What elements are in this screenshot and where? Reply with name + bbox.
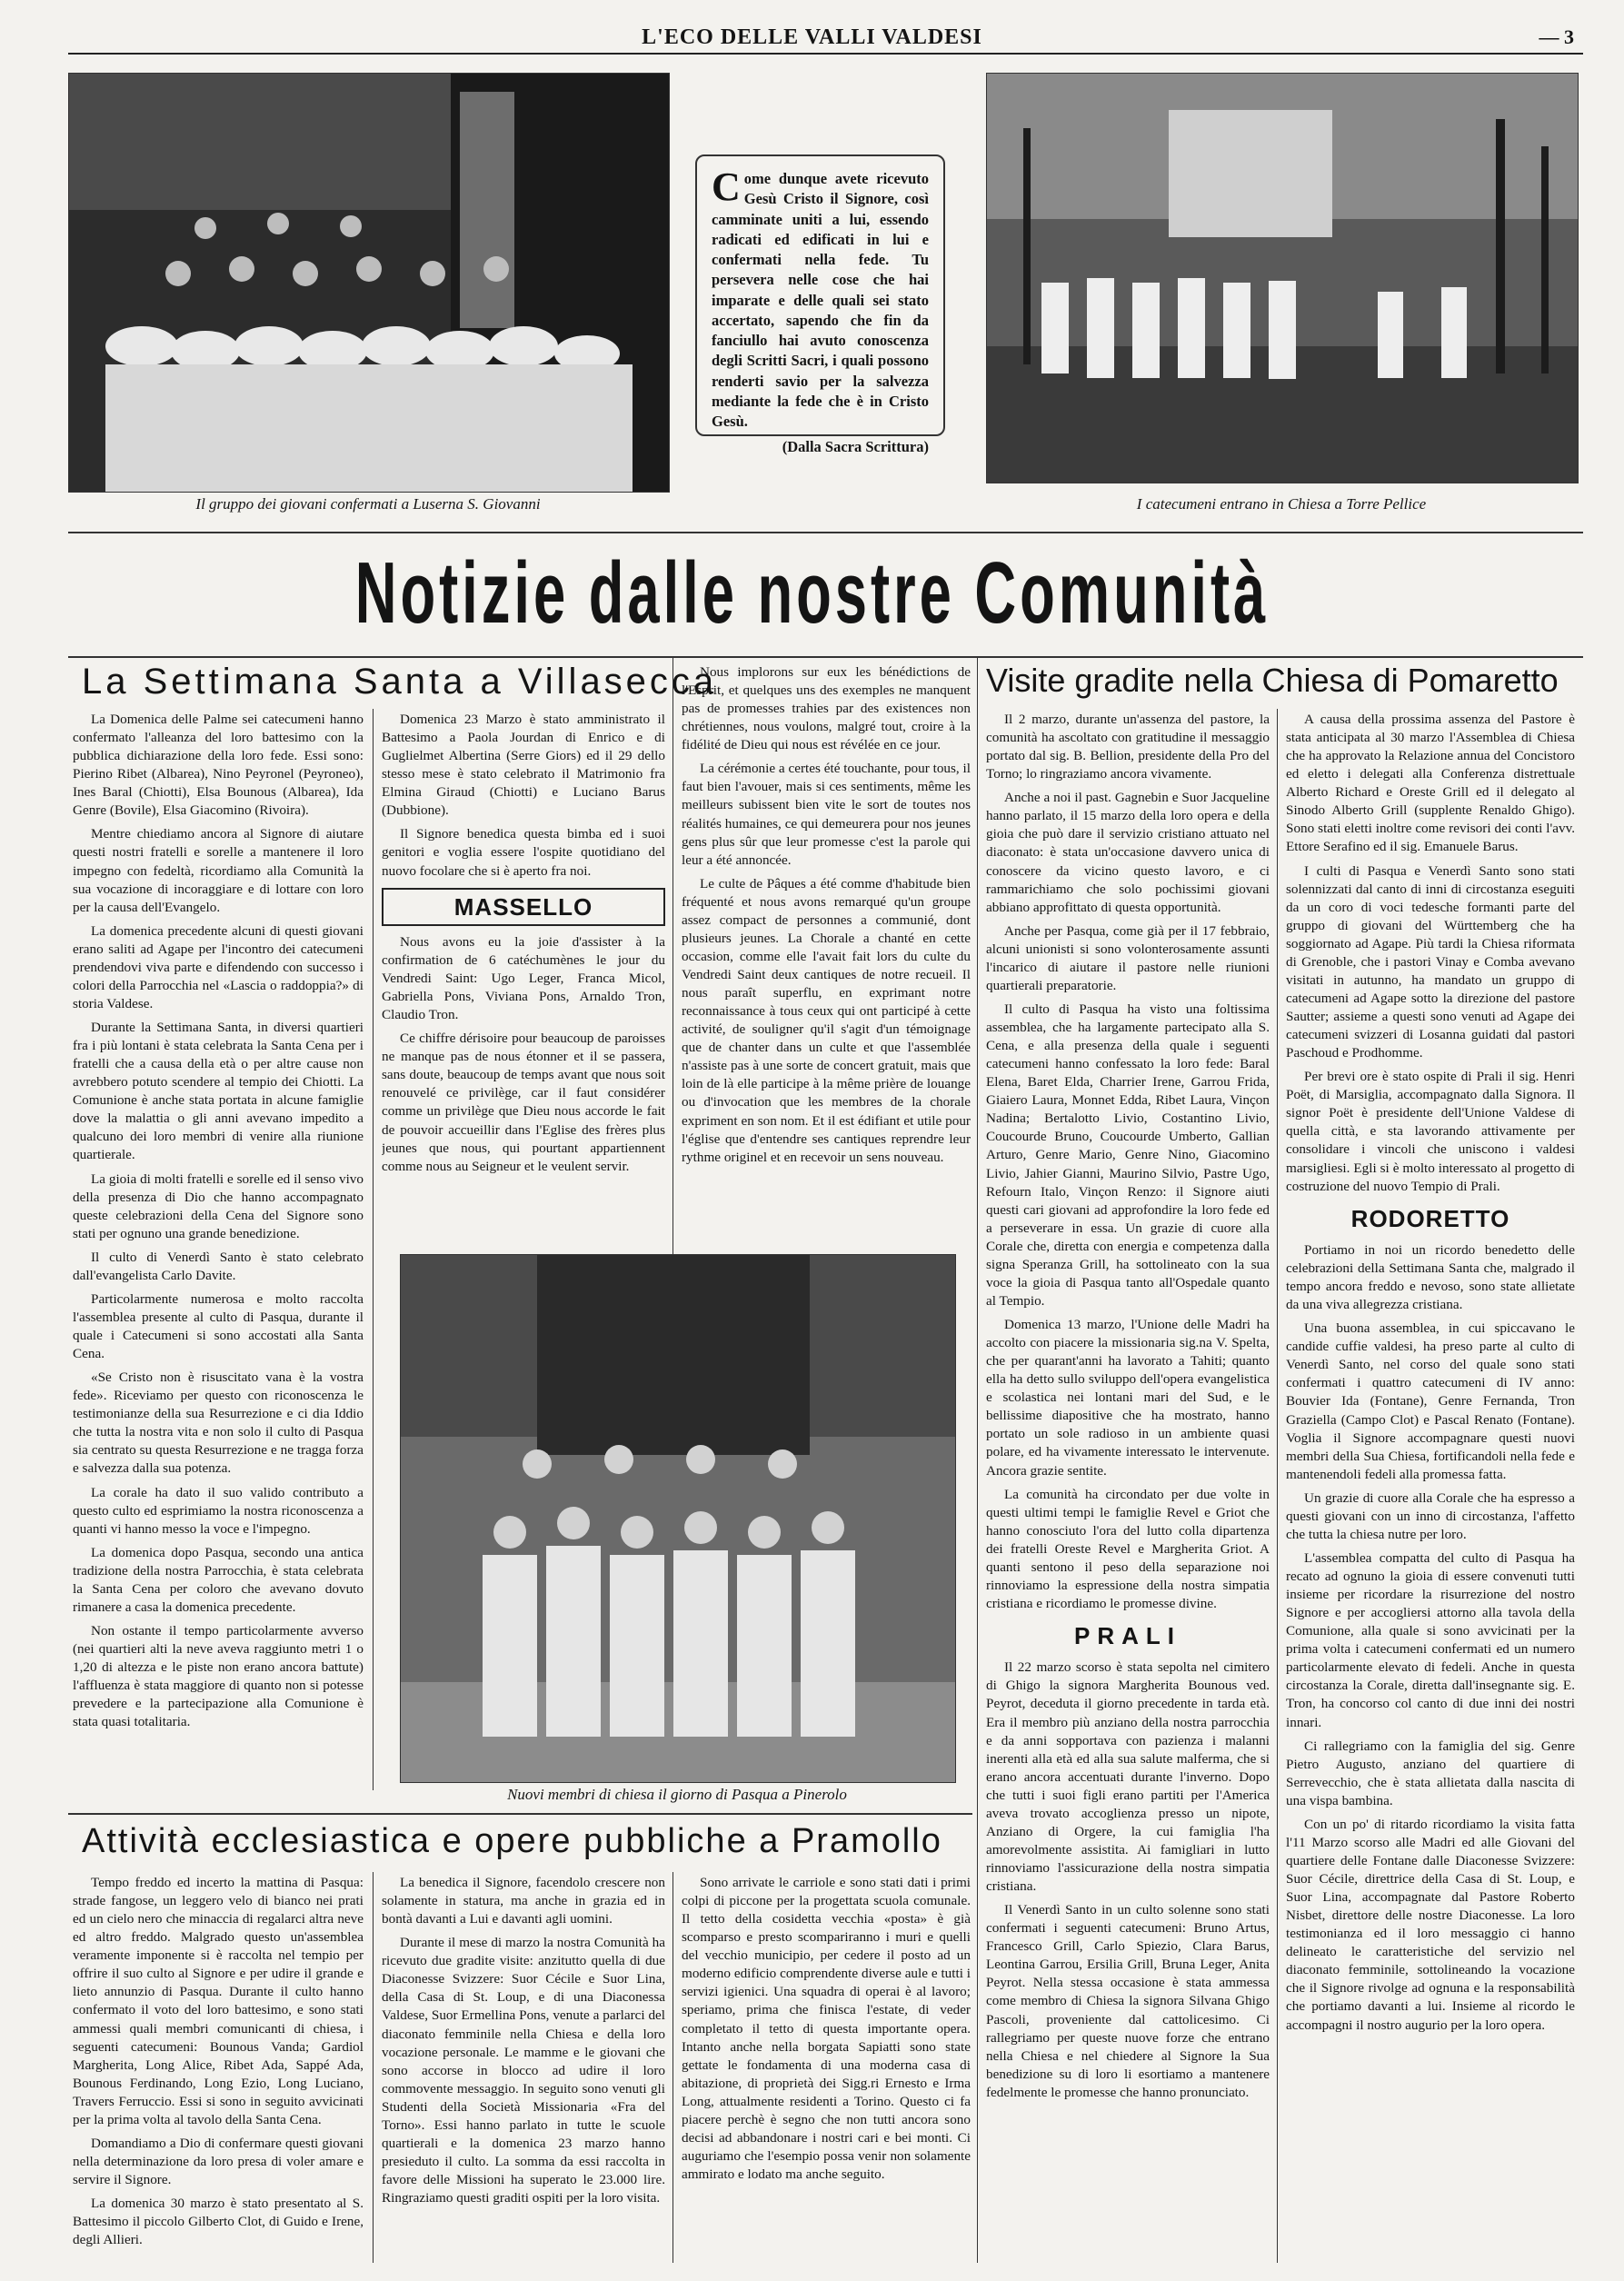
quote-source: (Dalla Sacra Scrittura) <box>782 438 929 456</box>
column-rule-1 <box>373 709 374 1790</box>
villasecca-paragraph: La domenica dopo Pasqua, secondo una antica tradizione della nostra Parrocchia, è stata celebrata la Santa Cena per coloro che avevano dovuto rimanere a casa la domenica precedente. <box>73 1544 364 1615</box>
pomaretto-paragraph: Anche per Pasqua, come già per il 17 febbraio, alcuni unionisti si sono volonterosamente assunti l'incarico di aiutare il pastore nelle riunioni quartierali preparatorie. <box>986 922 1270 993</box>
massello-paragraph: La cérémonie a certes été touchante, pour tous, il faut bien l'avouer, mais si ces sentiments, même les meilleurs subissent bien vite le sort de toutes nos réalités humaines, ce qui demeurera pour nos jeunes gens plus sûr que leur promesse c'est la parole qui leur a été annoncée. <box>682 761 971 868</box>
villasecca-paragraph: Mentre chiediamo ancora al Signore di aiutare questi nostri fratelli e sorelle a mantenere il loro impegno con fedeltà, ricordiamo alla Comunità la sua vocazione di incoraggiare e di lottare con loro per la causa dell'Evangelo. <box>73 826 364 915</box>
divider-under-title <box>68 656 1583 658</box>
villasecca-paragraph: La gioia di molti fratelli e sorelle ed il senso vivo della presenza di Dio che hanno accompagnato queste celebrazioni della Cena del Signore sono stati per ognuno una grande benedizione. <box>73 1170 364 1241</box>
pomaretto-paragraph: Domenica 13 marzo, l'Unione delle Madri ha accolto con piacere la missionaria sig.na V. Spelta, che per quarant'anni ha lavorato a Tahiti; quanto ella ha detto sullo sviluppo dell'opera evangelistica e scolastica nei lontani mari del Sud, e le bellissime diapositive che ha mostrato, hanno portato un sole radioso in un ambiente quasi polare, ed ha vivamente interessato le intervenute. Ancora grazie sentite. <box>986 1317 1270 1479</box>
scripture-quote-box <box>695 154 945 456</box>
photo-torre-pellice <box>986 73 1579 483</box>
pramollo-paragraph: La domenica 30 marzo è stato presentato al S. Battesimo il piccolo Gilberto Clot, di Guido e Irene, degli Allieri. <box>73 2196 364 2248</box>
pomaretto-paragraph: La comunità ha circondato per due volte in questi ultimi tempi le famiglie Revel e Griot che hanno conosciuto l'ora del lutto colla dipartenza dei fratelli Oreste Revel e Margherita Griot. A quanti sentono il peso della separazione noi rinnoviamo la espressione della nostra simpatia cristiana e ricordiamo le promesse divine. <box>986 1486 1270 1611</box>
photo-luserna-image <box>69 74 669 492</box>
pramollo-paragraph: Durante il mese di marzo la nostra Comunità ha ricevuto due gradite visite: anzitutto quella di due Diaconesse Svizzere: Suor Cécile e Suor Lina, della Casa di St. Loup, e di una Diaconessa Valdese, Suor Ermellina Pons, venute a parlarci del diaconato femminile nella Chiesa e della loro vocazione personale. Le mamme e le giovani che sono accorse in blocco ad udire il loro commovente messaggio. In seguito sono venuti gli Studenti della Società Missionaria «Fra del Torno». Essi hanno parlato in tutte le scuole quartierali e la domenica 23 marzo hanno presieduto il culto. La somma da essi raccolta in favore delle Missioni ha superato le 23.000 lire. Ringraziamo questi graditi ospiti per la loro visita. <box>382 1935 665 2206</box>
caption-pinerolo: Nuovi membri di chiesa il giorno di Pasqua a Pinerolo <box>507 1786 847 1803</box>
pomaretto-paragraph: Il culto di Pasqua ha visto una foltissima assemblea, che ha largamente partecipato alla S. Cena, e alla presenza della quale i seguenti catecumeni hanno confessato la loro fede: Baral Elena, Baret Elda, Charrier Irene, Garrou Frida, Giaiero Laura, Monnet Edda, Ribet Laura, Vinçon Nadina; Bertalotto Livio, Costantino Livio, Coucourde Bruno, Coucourde Umberto, Gallian Arturo, Genre Mario, Genre Nino, Giacomino Livio, Jahier Gianni, Maurino Silvio, Pastre Ugo, Refourn Italo, Vinçon Renzo: il Signore aiuti questi cari giovani ad approfondire la loro fede ed a perseverare in essa. Un grazie di cuore alla Corale che, diretta con energia e competenza dalla signa Speranza Grill, ha sottolineato con la sua voce la gioia di Pasqua tanto all'Ospedale quanto al Tempio. <box>986 1001 1270 1309</box>
massello-paragraph: Nous avons eu la joie d'assister à la confirmation de 6 catéchumènes le jour du Vendredi Saint: Ugo Leger, Franca Micol, Gabriella Pons, Viviana Pons, Arnaldo Tron, Claudio Tron. <box>382 933 665 1023</box>
villasecca-paragraph: «Se Cristo non è risuscitato vana è la vostra fede». Riceviamo per questo con riconoscenza le testimonianze della sua Resurrezione e ci dia Iddio che tutta la nostra vita e non solo il culto di Pasqua sia centrato su questa Resurrezione e ne tragga forza e salvezza dalla sua potenza. <box>73 1370 364 1477</box>
villasecca-paragraph: La Domenica delle Palme sei catecumeni hanno confermato l'alleanza del loro battesimo con la pubblica dichiarazione della loro fede. Essi sono: Pierino Ribet (Albarea), Nino Peyronel (Peyroneo), Ines Baral (Chiotti), Elsa Bounous (Albarea), Ida Genre (Bovile), Elsa Giacomino (Rivoira). <box>73 712 364 819</box>
divider-top <box>68 532 1583 533</box>
rodoretto-paragraph: L'assemblea compatta del culto di Pasqua ha recato ad ognuno la gioia di essere convenuti tutti insieme per ricordare la risurrezione del nostro Signore e per accogliersi attorno alla tavola della Comunione, alla quale si sono avvicinati per la prima volta i catecumeni confermati ed un numero particolarmente elevato di fedeli. Anche in questa circostanza la Corale, diretta dall'insegnante sig. E. Tron, ha concorso col canto di due inni dei nostri innari. <box>1286 1549 1575 1730</box>
villasecca-paragraph: Il Signore benedica questa bimba ed i suoi genitori e voglia essere l'ospite quotidiano del nuovo focolare che si è aperto fra noi. <box>382 826 665 879</box>
photo-pinerolo <box>400 1254 956 1783</box>
column-rule-3 <box>977 656 978 2263</box>
villasecca-paragraph: La corale ha dato il suo valido contributo a questo culto ed esprimiamo la nostra riconoscenza a quanti vi hanno messo la voce e l'impegno. <box>73 1484 364 1537</box>
rodoretto-paragraph: Portiamo in noi un ricordo benedetto delle celebrazioni della Settimana Santa che, malgrado il tempo ancora freddo e nevoso, sono state allietate da una viva allegrezza cristiana. <box>1286 1241 1575 1313</box>
prali-heading: PRALI <box>1074 1622 1181 1649</box>
massello-heading: MASSELLO <box>382 888 665 926</box>
newspaper-title: L'ECO DELLE VALLI VALDESI <box>642 25 982 49</box>
page-number: — 3 <box>1539 25 1574 48</box>
divider-pramollo <box>68 1813 972 1815</box>
headline-villasecca: La Settimana Santa a Villasecca <box>82 662 718 702</box>
headline-pomaretto: Visite gradite nella Chiesa di Pomaretto <box>986 662 1559 699</box>
quote-text: ome dunque avete ricevuto Gesù Cristo il Signore, così camminate uniti a lui, essendo radicati ed edificati in lui e confermati nella fede. Tu persevera nelle cose che hai imparate e delle quali sei stato accertato, sapendo che fin da fanciullo hai avuto conoscenza degli Scritti Sacri, i quali possono renderti savio per la salvezza mediante la fede che è in Cristo Gesù. <box>712 170 929 431</box>
headline-pramollo: Attività ecclesiastica e opere pubbliche a Pramollo <box>82 1822 942 1860</box>
pramollo-paragraph: Tempo freddo ed incerto la mattina di Pasqua: strade fangose, un leggero velo di bianco nei prati ed un cielo nero che minaccia di regalarci altra neve ed altro freddo. Malgrado questo un'assemblea veramente imponente si è raccolta nel tempio per offrire il suo culto al Signore e per udire il grande e lieto annunzio di Pasqua. Durante il culto hanno confermato il voto del loro battesimo, e sono stati ammessi quali membri comunicanti di chiesa, i seguenti catecumeni: Bounous Vanda; Gardiol Margherita, Long Alice, Ribet Ada, Sappé Ada, Bounous Ferdinando, Long Ezio, Long Luciano, Travers Ferruccio. Essi si sono in seguito avvicinati per la prima volta al tavolo della Santa Cena. <box>73 1875 364 2127</box>
column-rule-pramollo-1 <box>373 1872 374 2263</box>
photo-torre-pellice-image <box>987 74 1578 483</box>
massello-paragraph: Nous implorons sur eux les bénédictions de l'Esprit, et quelques uns des exemples ne manquent pas de promesses trahies par des existences non chrétiennes, nous voulons, malgré tout, croire à la fidélité de Dieu qui nous est révélée en ce jour. <box>682 664 971 753</box>
prali-paragraph: Il Venerdì Santo in un culto solenne sono stati confermati i seguenti catecumeni: Bruno Artus, Francesco Grill, Carlo Spiezio, Clara Barus, Leontina Garrou, Ersilia Grill, Bruna Leger, Anita Peyrot. Nella stessa occasione è stata ammessa come membro di Chiesa la signora Silvana Ghigo Pascoli, proveniente dal cattolicesimo. Ci rallegriamo per queste nuove forze che entrano nella Chiesa e nel chiedere al Signore la Sua benedizione su di loro li esortiamo a mantenere fedelmente le promesse che hanno pronunciato. <box>986 1902 1270 2100</box>
rodoretto-paragraph: Un grazie di cuore alla Corale che ha espresso a questi giovani con un inno di circostanza, l'affetto che tutta la chiesa nutre per loro. <box>1286 1489 1575 1542</box>
massello-paragraph: Le culte de Pâques a été comme d'habitude bien fréquenté et nous avons remarqué qu'un groupe assez compact de personnes a communié, dont plusieurs jeunes. La Chorale a chanté en cette occasion, comme elle l'avait fait lors du culte du Vendredi Saint deux cantiques de notre recueil. Il nous paraît superflu, en exprimant notre reconnaissance à tous ceux qui ont participé à cette activité, de souligner qu'il s'agit d'un témoignage que de chanter dans un culte et que l'assemblée n'assiste pas à une sorte de concert gratuit, mais que loin de là elle participe à la même prière de louange ou d'invocation que les membres de la chorale expriment en son nom. Et il est édifiant et utile pour l'église que d'entendre ses cantiques reprendre leur rythme originel et en recevoir un sens nouveau. <box>682 875 971 1165</box>
villasecca-column-1 <box>73 711 364 1788</box>
massello-paragraph: Ce chiffre dérisoire pour beaucoup de paroisses ne manque pas de nous étonner et il se passera, sans doute, beaucoup de temps avant que nous soit renouvelé ce privilège, car il faut considérer comme un privilège que Dieu nous accorde le fait de pouvoir accueillir dans l'Eglise des frères plus jeunes que nous, qui pourtant appartiennent comme nous au Seigneur et le veulent servir. <box>382 1031 665 1174</box>
pomaretto-prali-column-4 <box>986 711 1270 2256</box>
villasecca-paragraph: Il culto di Venerdì Santo è stato celebrato dall'evangelista Carlo Davite. <box>73 1249 364 1283</box>
rodoretto-heading: RODORETTO <box>1350 1204 1510 1232</box>
main-title: Notizie dalle nostre Comunità <box>354 544 1270 642</box>
rodoretto-paragraph: Una buona assemblea, in cui spiccavano le candide cuffie valdesi, ha preso parte al culto di Venerdì Santo, nel corso del quale sono stati confermati i quattro catecumeni di IV anno: Bouvier Ida (Fontane), Genre Fernanda, Tron Graziella (Campo Clot) e Pascal Renato (Fontane). Voglia il Signore accompagnare questi nuovi membri della Sua Chiesa, fortificandoli nella fede e mantenendoli fedeli alla promessa fatta. <box>1286 1320 1575 1482</box>
caption-torre-pellice: I catecumeni entrano in Chiesa a Torre Pellice <box>1136 495 1427 513</box>
pramollo-column-2 <box>382 1874 665 2265</box>
pramollo-column-3 <box>682 1874 971 2265</box>
photo-pinerolo-image <box>401 1255 955 1782</box>
masthead <box>0 25 1624 51</box>
pomaretto-rodoretto-column-5 <box>1286 711 1575 2256</box>
pramollo-paragraph: La benedica il Signore, facendolo crescere non solamente in statura, ma anche in grazia ed in bontà davanti a Lui e davanti agli uomini. <box>382 1875 665 1927</box>
quote-dropcap: C <box>712 164 741 209</box>
column-rule-4 <box>1277 709 1278 2263</box>
photo-luserna-group <box>68 73 670 493</box>
villasecca-paragraph: Domenica 23 Marzo è stato amministrato il Battesimo a Paola Jourdan di Enrico e di Guglielmet Albertina (Serre Giors) ed il 29 dello stesso mese è stato celebrato il Matrimonio fra Elmina Giraud (Chiotti) e Luciano Barus (Dubbione). <box>382 712 665 819</box>
villasecca-paragraph: Non ostante il tempo particolarmente avverso (nei quartieri alti la neve aveva raggiunto metri 1 o 1,20 di altezza e le piste non erano ancora battute) l'affluenza è stata maggiore di quanto non si potesse prevedere e la partecipazione alla Comunione è stata quasi totalitaria. <box>73 1622 364 1730</box>
villasecca-paragraph: La domenica precedente alcuni di questi giovani erano saliti ad Agape per l'incontro dei catecumeni prendendovi viva parte e difendendo con successo i colori della Parrocchia nel «Lascia o raddoppia?» di storia Valdese. <box>73 922 364 1011</box>
pomaretto-paragraph: Anche a noi il past. Gagnebin e Suor Jacqueline hanno parlato, il 15 marzo della loro opera e della gioia che può dare il servizio cristiano attuato nel diaconato: è stata un'occasione davvero unica di conoscere da vicino questo lavoro, e ci rammarichiamo che solo pochissimi giovani abbiano approfittato di questa opportunità. <box>986 790 1270 915</box>
pomaretto-paragraph: A causa della prossima assenza del Pastore è stata anticipata al 30 marzo l'Assemblea di Chiesa che ha approvato la Relazione annua del Concistoro ed eletto i delegati alla Conferenza distrettuale Alberto Richard e Oreste Grill ed il delegato al Sinodo Alberto Grill (supplente Renaldo Ghigo). Sono stati eletti inoltre come revisori dei conti l'avv. Ettore Serafino ed il sig. Emanuele Barus. <box>1286 712 1575 855</box>
villasecca-massello-column-2 <box>382 711 665 1247</box>
villasecca-paragraph: Particolarmente numerosa e molto raccolta l'assemblea presente al culto di Pasqua, durante il quale i Catecumeni si sono accostati alla Santa Cena. <box>73 1290 364 1362</box>
masthead-rule <box>68 53 1583 55</box>
prali-paragraph: Il 22 marzo scorso è stata sepolta nel cimitero di Ghigo la signora Margherita Bounous ved. Peyrot, deceduta il giorno precedente in tarda età. Era il membro più anziano della nostra parrocchia e da anni sopportava con pazienza i malanni inerenti alla età ed alla sua salute malferma, che si erano ancora accentuati durante l'inverno. Dopo che tutti i suoi figli erano partiti per l'America aveva trovato accoglienza presso un nipote, Anziano di Orgere, la cui famiglia l'ha amorevolmente assistita. Ai famigliari in lutto rinnoviamo l'assicurazione della nostra simpatia cristiana. <box>986 1659 1270 1895</box>
pramollo-paragraph: Domandiamo a Dio di confermare questi giovani nella determinazione da loro presa di voler amare e servire il Signore. <box>73 2135 364 2187</box>
pramollo-column-1 <box>73 1874 364 2265</box>
rodoretto-paragraph: Ci rallegriamo con la famiglia del sig. Genre Pietro Augusto, anziano del quartiere di Serrevecchio, che è stata allietata dalla nascita di una vispa bambina. <box>1286 1738 1575 1808</box>
massello-column-3 <box>682 663 971 1245</box>
pramollo-paragraph: Sono arrivate le carriole e sono stati dati i primi colpi di piccone per la progettata scuola comunale. Il tetto della cosidetta vecchia «posta» è già scomparso e presto scompariranno i muri e quelli del vecchio municipio, per cedere il posto ad un moderno edificio comprendente diverse aule e tutti i servizi igienici. Una squadra di operai è al lavoro; speriamo, prima che finisca l'estate, di veder completato il tetto di questa importante opera. Intanto anche nella borgata Sapiatti sono state gettate le fondamenta di una moderna casa di abitazione, di proprietà dei Sigg.ri Ernesto e Irma Long, attualmente residenti a Torino. Questo ci fa piacere perchè è segno che non tutti ancora sono decisi ad abbandonare i nostri cari e bei monti. Ci auguriamo che l'esempio possa venir non solamente ammirato e lodato ma anche seguito. <box>682 1875 971 2182</box>
pomaretto-paragraph: Per brevi ore è stato ospite di Prali il sig. Henri Poët, di Marsiglia, accompagnato dalla Signora. Il signor Poët è presidente dell'Unione Valdese di quella città, e sta lavorando attivamente per consolidare i vincoli che uniscono i valdesi marsigliesi. Egli si è molto interessato al progetto di costruzione del nuovo Tempio di Prali. <box>1286 1069 1575 1194</box>
rodoretto-paragraph: Con un po' di ritardo ricordiamo la visita fatta l'11 Marzo scorso alle Madri ed alle Giovani del quartiere delle Fontane dalle Diaconesse Svizzere: Suor Cécile, direttrice della Casa di St. Loup, e Suor Lina, accompagnate dal Pastore Roberto Nisbet, direttore delle nostre Diaconesse. La loro testimonianza ed il loro messaggio ci hanno delineato le caratteristiche del servizio nel diaconato femminile, sottolineando la vocazione che il Signore rivolge ad ognuna e la responsabilità che portiamo davanti a lui. Insieme al ricordo le accompagni il nostro augurio per la loro opera. <box>1286 1816 1575 2033</box>
pomaretto-paragraph: I culti di Pasqua e Venerdì Santo sono stati solennizzati dal canto di inni di circostanza eseguiti da un coro di voci tedesche formanti parte del gruppo di giovani del Württemberg che ha soggiornato ad Agape. Più tardi la Chiesa riformata di Grenoble, che i pastori Vinay e Comba avevano visitati in autunno, ha mandato un gruppo di catecumeni ad Agape sotto la direzione del pastore Sautter; assieme a questi sono venuti ad Agape dei catecumeni svizzeri di Losanna guidati dal pastori Paschoud e Prodhomme. <box>1286 862 1575 1061</box>
villasecca-paragraph: Durante la Settimana Santa, in diversi quartieri fra i più lontani è stata celebrata la Santa Cena per i fratelli che a causa della età o per altre cause non avrebbero potuto scendere al tempio dei Chiotti. La Comunione è anche stata portata in alcune famiglie dove la malattia o gli anni avevano impedito a qualcuno dei loro membri di venire alla riunione quartierale. <box>73 1020 364 1163</box>
caption-luserna: Il gruppo dei giovani confermati a Luserna S. Giovanni <box>195 495 541 513</box>
pomaretto-paragraph: Il 2 marzo, durante un'assenza del pastore, la comunità ha ascoltato con gratitudine il messaggio portato dal sig. B. Bellion, presidente della Pro del Torno; lo ringraziamo ancora vivamente. <box>986 712 1270 782</box>
